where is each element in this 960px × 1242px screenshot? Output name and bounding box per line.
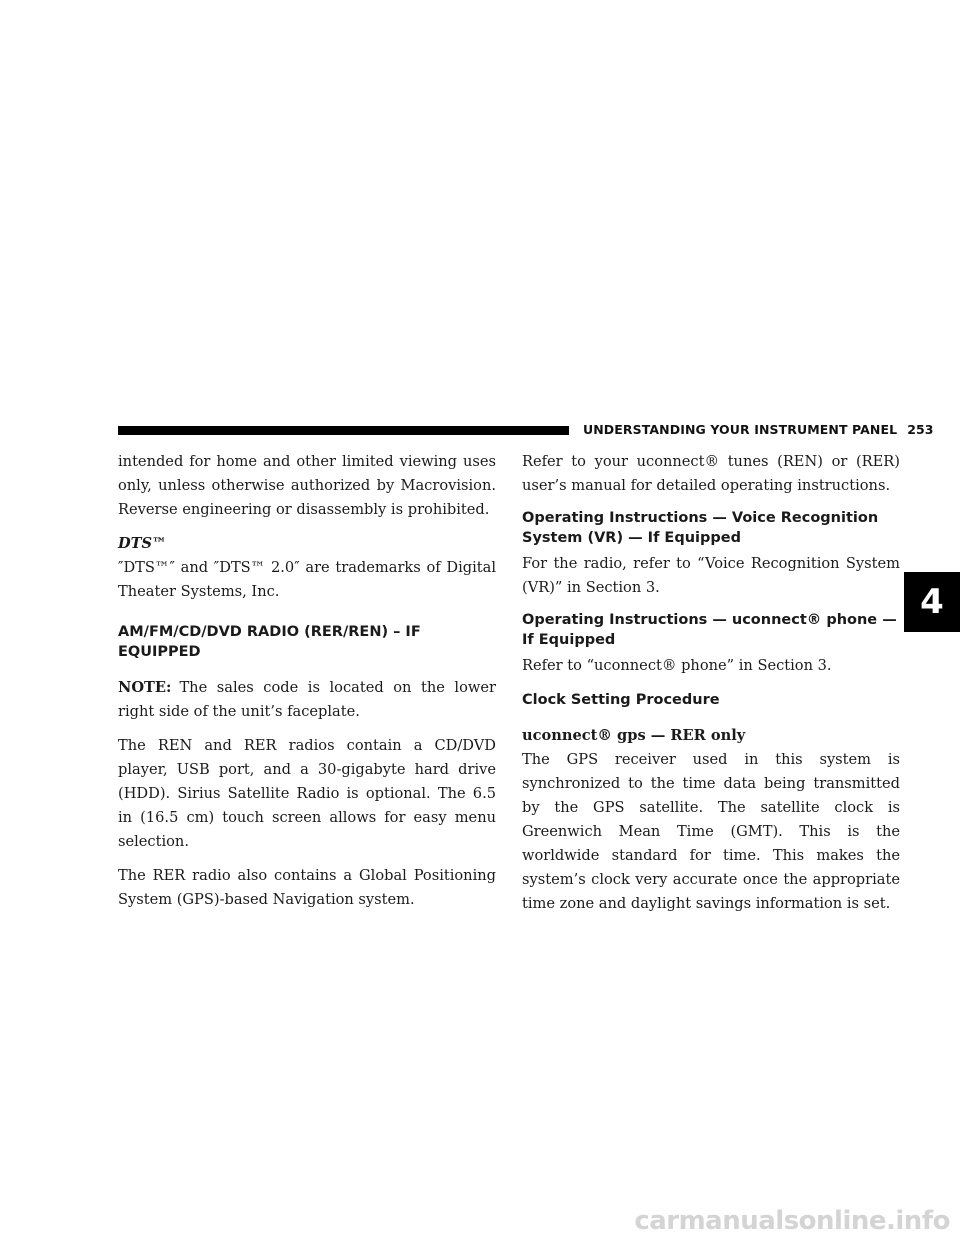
- header-rule: [118, 426, 569, 435]
- section-tab: 4: [904, 572, 960, 632]
- paragraph-macrovision: intended for home and other limited viewing uses only, unless otherwise authorized by Macrovision. Reverse engineering or disassembly is prohibited.: [118, 453, 496, 518]
- vr-heading: Operating Instructions — Voice Recognition System (VR) — If Equipped: [522, 510, 879, 546]
- gps-subheading: uconnect® gps — RER only: [522, 727, 746, 744]
- gps-text: The GPS receiver used in this system is synchronized to the time data being transmitted by the GPS satellite. The satellite clock is Greenwich Mean Time (GMT). This is the worldwide standard for time. This makes the system’s clock very accurate once the appropriate time zone and daylight savings information is set.: [522, 751, 900, 912]
- vr-text: For the radio, refer to “Voice Recognition System (VR)” in Section 3.: [522, 555, 900, 596]
- phone-text: Refer to “uconnect® phone” in Section 3.: [522, 657, 832, 674]
- running-header: [583, 422, 934, 437]
- note-label: NOTE:: [118, 679, 172, 696]
- page-number: 253: [907, 422, 934, 437]
- left-column: [118, 450, 496, 922]
- clock-heading: Clock Setting Procedure: [522, 692, 720, 708]
- note-paragraph: [118, 676, 496, 724]
- radio-section-heading: AM/FM/CD/DVD RADIO (RER/REN) – IF EQUIPPED: [118, 624, 421, 660]
- section-title: UNDERSTANDING YOUR INSTRUMENT PANEL: [583, 422, 898, 437]
- dts-trademark-text: ″DTS™″ and ″DTS™ 2.0″ are trademarks of Digital Theater Systems, Inc.: [118, 559, 496, 600]
- phone-heading: Operating Instructions — uconnect® phone — If Equipped: [522, 612, 897, 648]
- watermark: carmanualsonline.info: [634, 1206, 950, 1236]
- paragraph-refer: Refer to your uconnect® tunes (REN) or (RER) user’s manual for detailed operating instructions.: [522, 453, 900, 494]
- note-text: The sales code is located on the lower right side of the unit’s faceplate.: [118, 679, 496, 720]
- dts-heading: DTS™: [118, 535, 167, 552]
- paragraph-radios: The REN and RER radios contain a CD/DVD player, USB port, and a 30-gigabyte hard drive (HDD). Sirius Satellite Radio is optional. The 6.5 in (16.5 cm) touch screen allows for easy menu selection.: [118, 737, 496, 850]
- right-column: [522, 450, 900, 926]
- paragraph-gps: The RER radio also contains a Global Positioning System (GPS)-based Navigation system.: [118, 867, 496, 908]
